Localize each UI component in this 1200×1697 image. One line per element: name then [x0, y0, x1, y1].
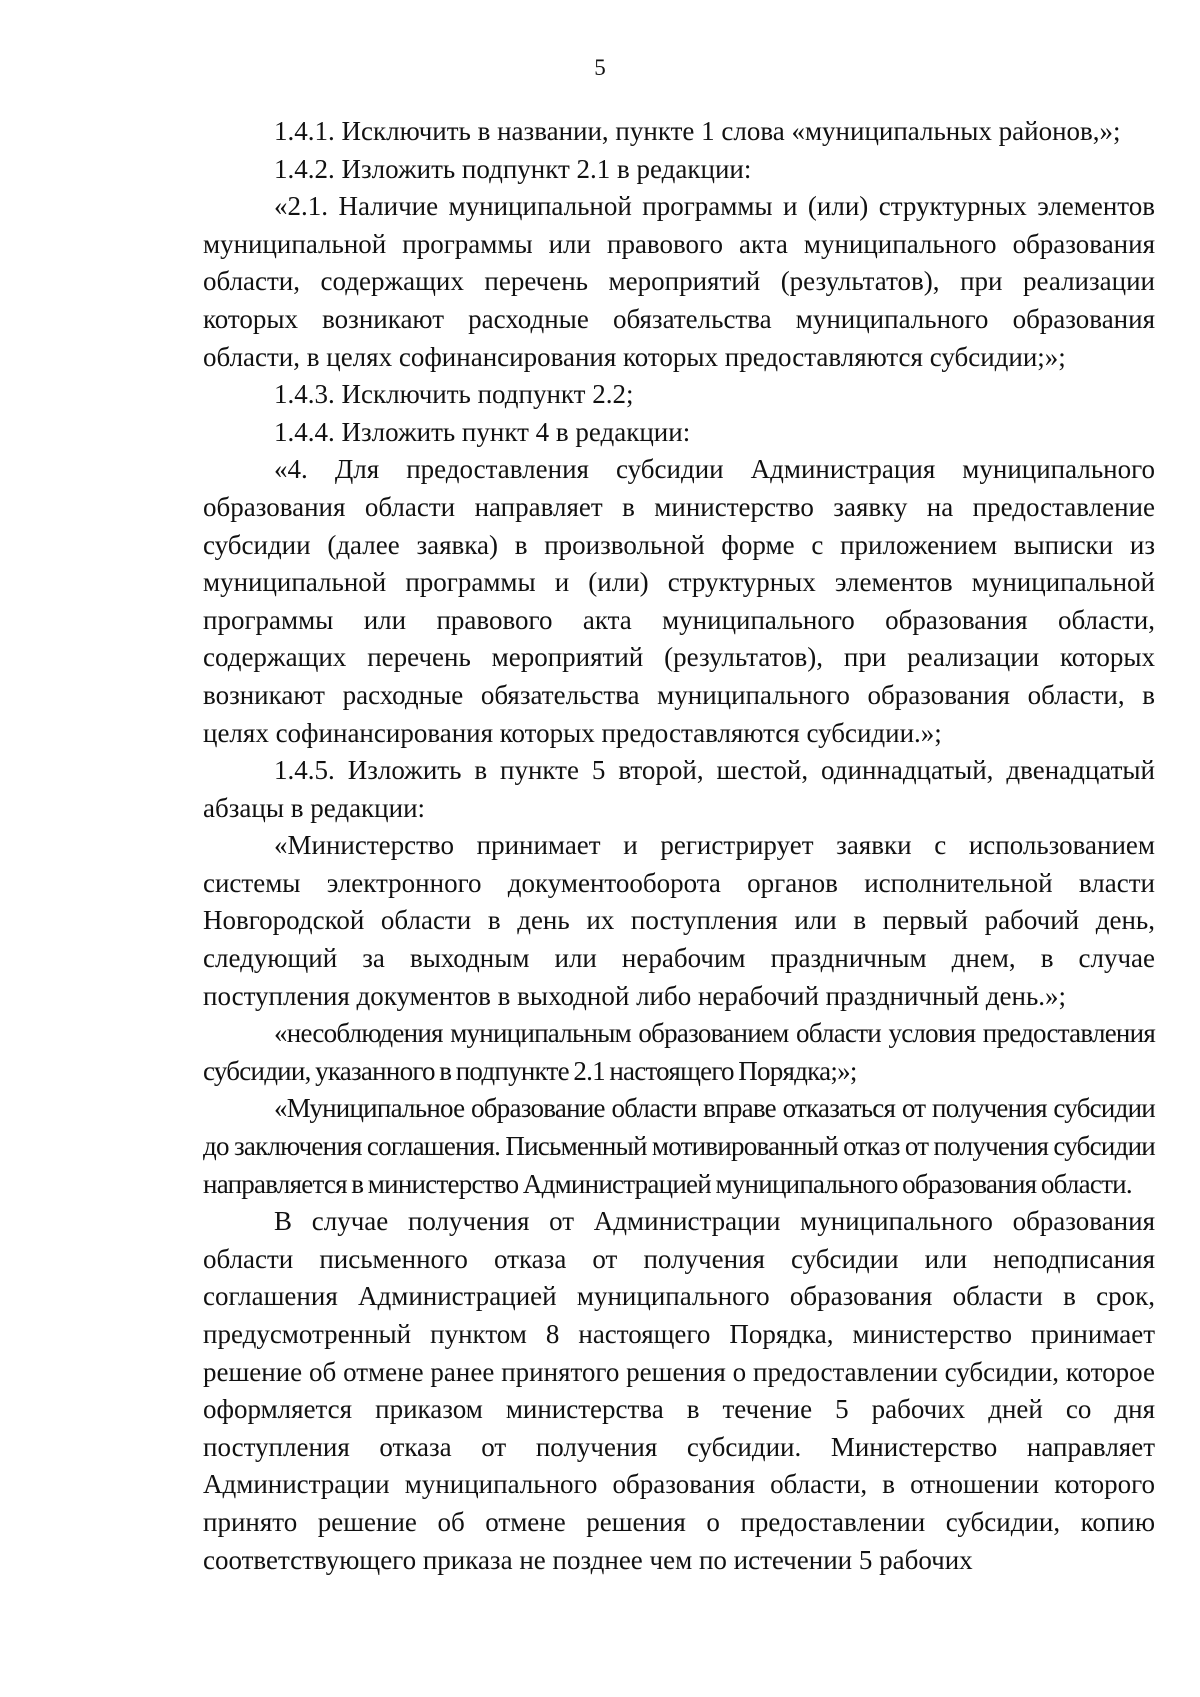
- paragraph-subitem-2-1: «2.1. Наличие муниципальной программы и (или) структурных элементов муниципальной программы или правового акта муниципального образования области, содержащих перечень мероприятий (результатов), при реализации которых возникают расходные обязательства муниципального образования области, в целях софинансирования которых предоставляются субсидии;»;: [203, 191, 1155, 372]
- paragraph-1-4-1: 1.4.1. Исключить в названии, пункте 1 слова «муниципальных районов,»;: [274, 116, 1121, 146]
- paragraph-1-4-4: 1.4.4. Изложить пункт 4 в редакции:: [274, 416, 691, 447]
- paragraph-1-4-3: 1.4.3. Исключить подпункт 2.2;: [274, 379, 634, 410]
- paragraph-1-4-5: 1.4.5. Изложить в пункте 5 второй, шестой, одиннадцатый, двенадцатый абзацы в редакции:: [203, 755, 1155, 823]
- paragraph-refusal-right: «Муниципальное образование области вправе отказаться от получения субсидии до заключения соглашения. Письменный мотивированный отказ от получения субсидии направляется в министерство Администрацией муниципального образования области.: [203, 1093, 1155, 1199]
- paragraph-ministry-registers: «Министерство принимает и регистрирует заявки с использованием системы электронного документооборота органов исполнительной власти Новгородской области в день их поступления или в первый рабочий день, следующий за выходным или нерабочим праздничным днем, в случае поступления документов в выходной либо нерабочий праздничный день.»;: [203, 830, 1155, 1011]
- paragraph-refusal-case: В случае получения от Администрации муниципального образования области письменного отказа от получения субсидии или неподписания соглашения Администрацией муниципального образования области в срок, предусмотренный пунктом 8 настоящего Порядка, министерство принимает решение об отмене ранее принятого решения о предоставлении субсидии, которое оформляется приказом министерства в течение 5 рабочих дней со дня поступления отказа от получения субсидии. Министерство направляет Администрации муниципального образования области, в отношении которого принято решение об отмене решения о предоставлении субсидии, копию соответствующего приказа не позднее чем по истечении 5 рабочих: [203, 1206, 1155, 1575]
- paragraph-1-4-2: 1.4.2. Изложить подпункт 2.1 в редакции:: [274, 153, 752, 184]
- document-body: [203, 113, 1155, 1579]
- paragraph-item-4: «4. Для предоставления субсидии Администрация муниципального образования области направляет в министерство заявку на предоставление субсидии (далее заявка) в произвольной форме с приложением выписки из муниципальной программы и (или) структурных элементов муниципальной программы или правового акта муниципального образования области, содержащих перечень мероприятий (результатов), при реализации которых возникают расходные обязательства муниципального образования области, в целях софинансирования которых предоставляются субсидии.»;: [203, 454, 1155, 748]
- paragraph-noncompliance: «несоблюдения муниципальным образованием области условия предоставления субсидии, указанного в подпункте 2.1 настоящего Порядка;»;: [203, 1018, 1155, 1086]
- page-number: 5: [594, 55, 606, 80]
